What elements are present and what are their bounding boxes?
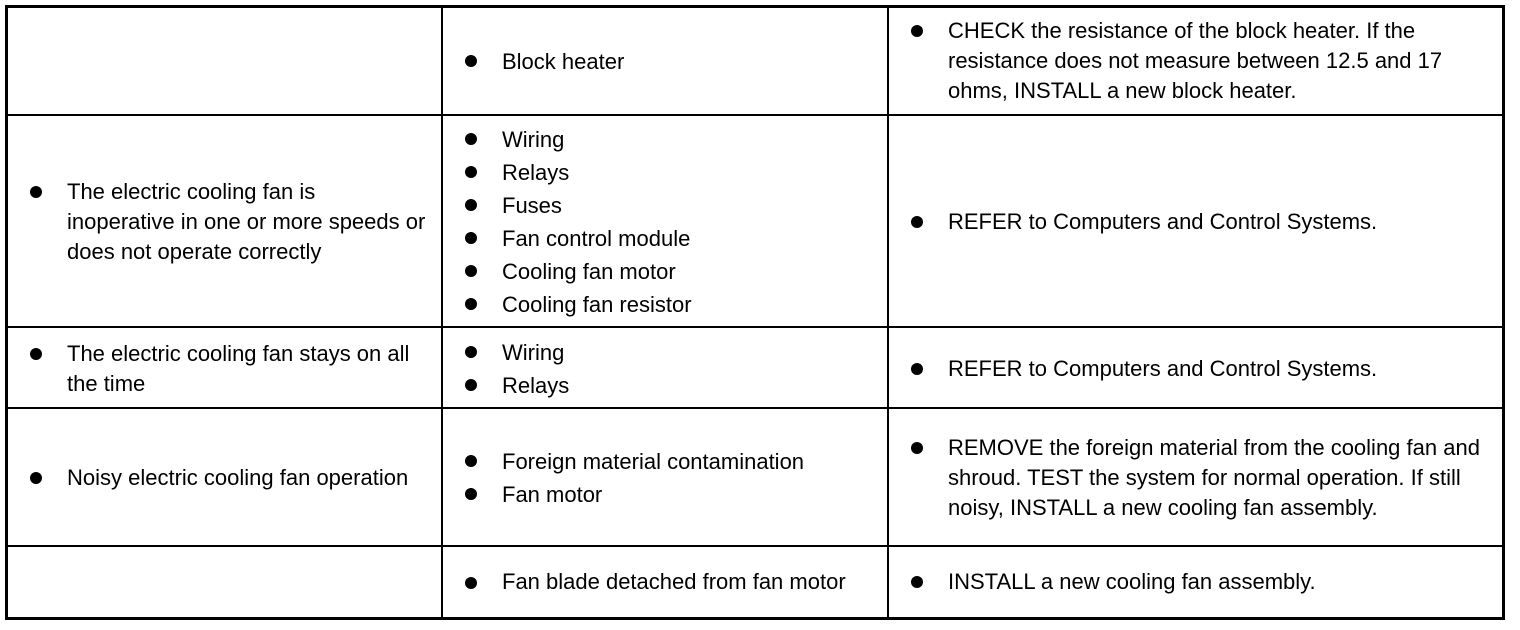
- condition-cell: [8, 547, 441, 617]
- action-cell: [887, 328, 1502, 409]
- action-item: REFER to Computers and Control Systems.: [889, 354, 1502, 384]
- condition-item: The electric cooling fan stays on all the time: [8, 339, 441, 399]
- diagnosis-table: [5, 5, 1505, 620]
- condition-item: Noisy electric cooling fan operation: [8, 463, 441, 493]
- possible-source-cell: [441, 547, 887, 617]
- possible-source-cell: [441, 8, 887, 114]
- action-item: REMOVE the foreign material from the cooling fan and shroud. TEST the system for normal operation. If still noisy, INSTALL a new cooling fan assembly.: [889, 433, 1502, 523]
- possible-source-item: Relays: [443, 369, 887, 402]
- possible-source-item: Fan control module: [443, 222, 887, 255]
- table-row: [8, 545, 1502, 617]
- possible-source-item: Relays: [443, 156, 887, 189]
- possible-source-item: Foreign material contamination: [443, 445, 887, 478]
- action-item: CHECK the resistance of the block heater. If the resistance does not measure between 12.5 and 17 ohms, INSTALL a new block heater.: [889, 16, 1502, 106]
- possible-source-item: Cooling fan resistor: [443, 288, 887, 321]
- possible-source-cell: [441, 409, 887, 547]
- condition-item: The electric cooling fan is inoperative in one or more speeds or does not operate correctly: [8, 177, 441, 267]
- possible-source-item: Fan blade detached from fan motor: [443, 567, 887, 597]
- condition-cell: [8, 409, 441, 547]
- condition-cell: [8, 8, 441, 114]
- condition-cell: [8, 328, 441, 409]
- possible-source-item: Block heater: [443, 45, 887, 78]
- action-item: REFER to Computers and Control Systems.: [889, 207, 1502, 237]
- possible-source-item: Fuses: [443, 189, 887, 222]
- possible-source-item: Wiring: [443, 336, 887, 369]
- table-row: [8, 114, 1502, 328]
- action-cell: [887, 8, 1502, 114]
- possible-source-item: Wiring: [443, 123, 887, 156]
- action-cell: [887, 409, 1502, 547]
- action-cell: [887, 116, 1502, 328]
- table-row: [8, 326, 1502, 409]
- action-cell: [887, 547, 1502, 617]
- table-row: [8, 407, 1502, 547]
- table-row: [8, 8, 1502, 114]
- possible-source-item: Fan motor: [443, 478, 887, 511]
- action-item: INSTALL a new cooling fan assembly.: [889, 567, 1502, 597]
- possible-source-cell: [441, 328, 887, 409]
- possible-source-cell: [441, 116, 887, 328]
- condition-cell: [8, 116, 441, 328]
- possible-source-item: Cooling fan motor: [443, 255, 887, 288]
